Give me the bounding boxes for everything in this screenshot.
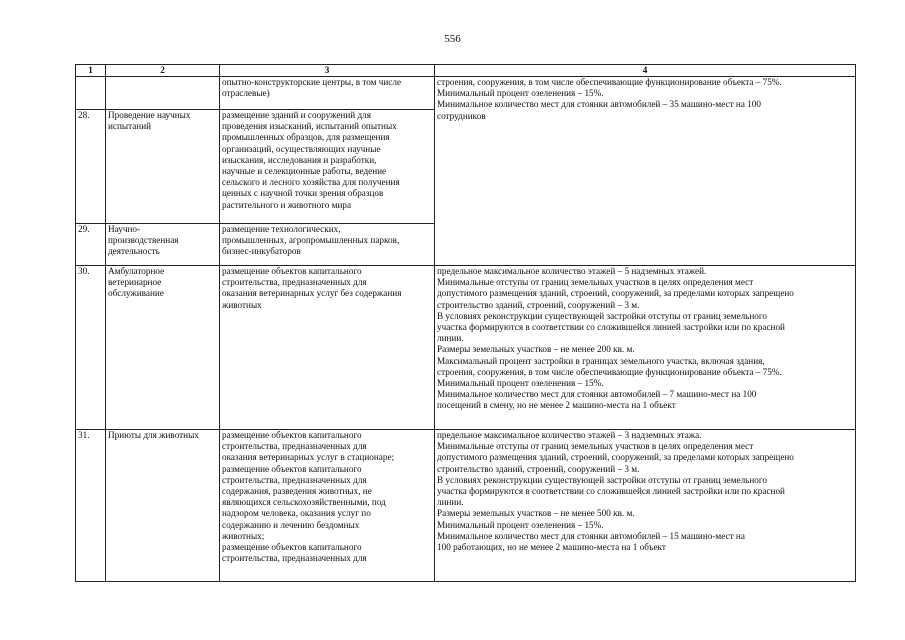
text-line: размещение зданий и сооружений для: [222, 110, 371, 120]
text-line: Научно-: [108, 224, 141, 234]
text-line: Максимальный процент застройки в границах земельного участка, включая здания,: [437, 355, 765, 366]
text-line: размещение объектов капитального: [222, 266, 362, 276]
header-col-1: 1: [76, 65, 106, 77]
text-line: линии.: [437, 333, 464, 344]
parameters-cell: [435, 77, 856, 266]
text-line: Минимальные отступы от границ земельных участков в целях определения мест: [437, 277, 754, 288]
text-line: 100 работающих, но не менее 2 машино-места на 1 объект: [437, 542, 666, 553]
parameters-cell: [435, 430, 856, 582]
text-line: Амбулаторное: [108, 266, 165, 276]
text-line: Минимальный процент озеленения – 15%.: [437, 519, 604, 530]
row-number: [76, 77, 106, 110]
text-line: строительства, предназначенных для: [222, 277, 367, 288]
text-line: испытаний: [108, 121, 152, 132]
use-name: [106, 430, 220, 582]
text-line: проведения изысканий, испытаний опытных: [222, 121, 397, 132]
text-line: сотрудников: [437, 110, 486, 121]
text-line: деятельность: [108, 246, 160, 257]
text-line: содержанию и лечению бездомных: [222, 519, 360, 530]
text-line: обслуживание: [108, 288, 164, 299]
header-col-4: 4: [435, 65, 856, 77]
text-line: организаций, осуществляющих научные: [222, 143, 381, 154]
text-line: ветеринарное: [108, 277, 162, 288]
text-line: оказания ветеринарных услуг без содержания: [222, 288, 402, 299]
text-line: В условиях реконструкции существующей застройки отступы от границ земельного: [437, 474, 768, 485]
text-line: предельное максимальное количество этажей – 3 надземных этажа.: [437, 430, 702, 440]
text-line: Минимальный процент озеленения – 15%.: [437, 88, 604, 99]
text-line: Минимальное количество мест для стоянки автомобилей – 7 машино-мест на 100: [437, 389, 757, 400]
text-line: Проведение научных: [108, 110, 191, 120]
use-name: [106, 77, 220, 110]
page-number: 556: [444, 33, 461, 45]
parameters-cell: [435, 266, 856, 430]
text-line: допустимого размещения зданий, строений, сооружений, за пределами которых запрещено: [437, 288, 794, 299]
text-line: Размеры земельных участков – не менее 200 кв. м.: [437, 344, 635, 355]
text-line: животных;: [222, 530, 265, 541]
text-line: Приюты для животных: [108, 430, 199, 440]
text-line: предельное максимальное количество этажей – 5 надземных этажей.: [437, 266, 707, 276]
use-name: [106, 266, 220, 430]
use-name: [106, 110, 220, 224]
text-line: строительства, предназначенных для: [222, 441, 367, 452]
text-line: ценных с научной точки зрения образцов: [222, 188, 384, 199]
text-line: оказания ветеринарных услуг в стационаре;: [222, 452, 395, 463]
text-line: строительства, предназначенных для: [222, 474, 367, 485]
use-description: [220, 430, 435, 582]
row-number: 31.: [76, 430, 106, 582]
table-row: [76, 430, 856, 582]
text-line: растительного и животного мира: [222, 199, 352, 210]
regulations-table: [75, 64, 856, 582]
text-line: животных: [222, 299, 262, 310]
text-line: научные и селекционные работы, ведение: [222, 166, 387, 177]
use-description: [220, 224, 435, 266]
text-line: размещение объектов капитального: [222, 430, 362, 440]
text-line: Минимальное количество мест для стоянки автомобилей – 15 машино-мест на: [437, 530, 745, 541]
header-col-2: 2: [106, 65, 220, 77]
text-line: строения, сооружения, в том числе обеспечивающие функционирование объекта – 75%.: [437, 77, 782, 87]
table-row: [76, 266, 856, 430]
text-line: строительство зданий, строений, сооружений – 3 м.: [437, 299, 640, 310]
use-description: [220, 77, 435, 110]
text-line: размещение технологических,: [222, 224, 341, 234]
text-line: Размеры земельных участков – не менее 500 кв. м.: [437, 508, 635, 519]
text-line: являющихся сельскохозяйственными, под: [222, 497, 386, 508]
text-line: сельского и лесного хозяйства для получения: [222, 177, 400, 188]
text-line: Минимальный процент озеленения – 15%.: [437, 378, 604, 389]
text-line: участка формируются в соответствии со сложившейся линией застройки или по красной: [437, 486, 785, 497]
table-header-row: [76, 65, 856, 77]
text-line: промышленных образцов, для размещения: [222, 132, 390, 143]
text-line: надзором человека, оказания услуг по: [222, 508, 371, 519]
row-number: 29.: [76, 224, 106, 266]
text-line: размещение объектов капитального: [222, 542, 362, 553]
text-line: отраслевые): [222, 88, 270, 99]
text-line: посещений в смену, но не менее 2 машино-места на 1 объект: [437, 400, 676, 411]
text-line: линии.: [437, 497, 464, 508]
text-line: опытно-конструкторские центры, в том числе: [222, 77, 402, 87]
text-line: бизнес-инкубаторов: [222, 246, 301, 257]
use-name: [106, 224, 220, 266]
table-row: [76, 77, 856, 110]
text-line: участка формируются в соответствии со сложившейся линией застройки или по красной: [437, 322, 785, 333]
text-line: размещение объектов капитального: [222, 463, 362, 474]
text-line: допустимого размещения зданий, строений, сооружений, за пределами которых запрещено: [437, 452, 794, 463]
text-line: производственная: [108, 235, 179, 246]
text-line: изыскания, исследования и разработки,: [222, 154, 377, 165]
use-description: [220, 266, 435, 430]
text-line: строения, сооружения, в том числе обеспечивающие функционирование объекта – 75%.: [437, 366, 782, 377]
header-col-3: 3: [220, 65, 435, 77]
use-description: [220, 110, 435, 224]
text-line: промышленных, агропромышленных парков,: [222, 235, 400, 246]
row-number: 30.: [76, 266, 106, 430]
text-line: Минимальное количество мест для стоянки автомобилей – 35 машино-мест на 100: [437, 99, 761, 110]
text-line: строительства, предназначенных для: [222, 553, 367, 564]
text-line: строительство зданий, строений, сооружений – 3 м.: [437, 463, 640, 474]
text-line: Минимальные отступы от границ земельных участков в целях определения мест: [437, 441, 754, 452]
row-number: 28.: [76, 110, 106, 224]
text-line: В условиях реконструкции существующей застройки отступы от границ земельного: [437, 310, 768, 321]
text-line: содержания, разведения животных, не: [222, 486, 372, 497]
